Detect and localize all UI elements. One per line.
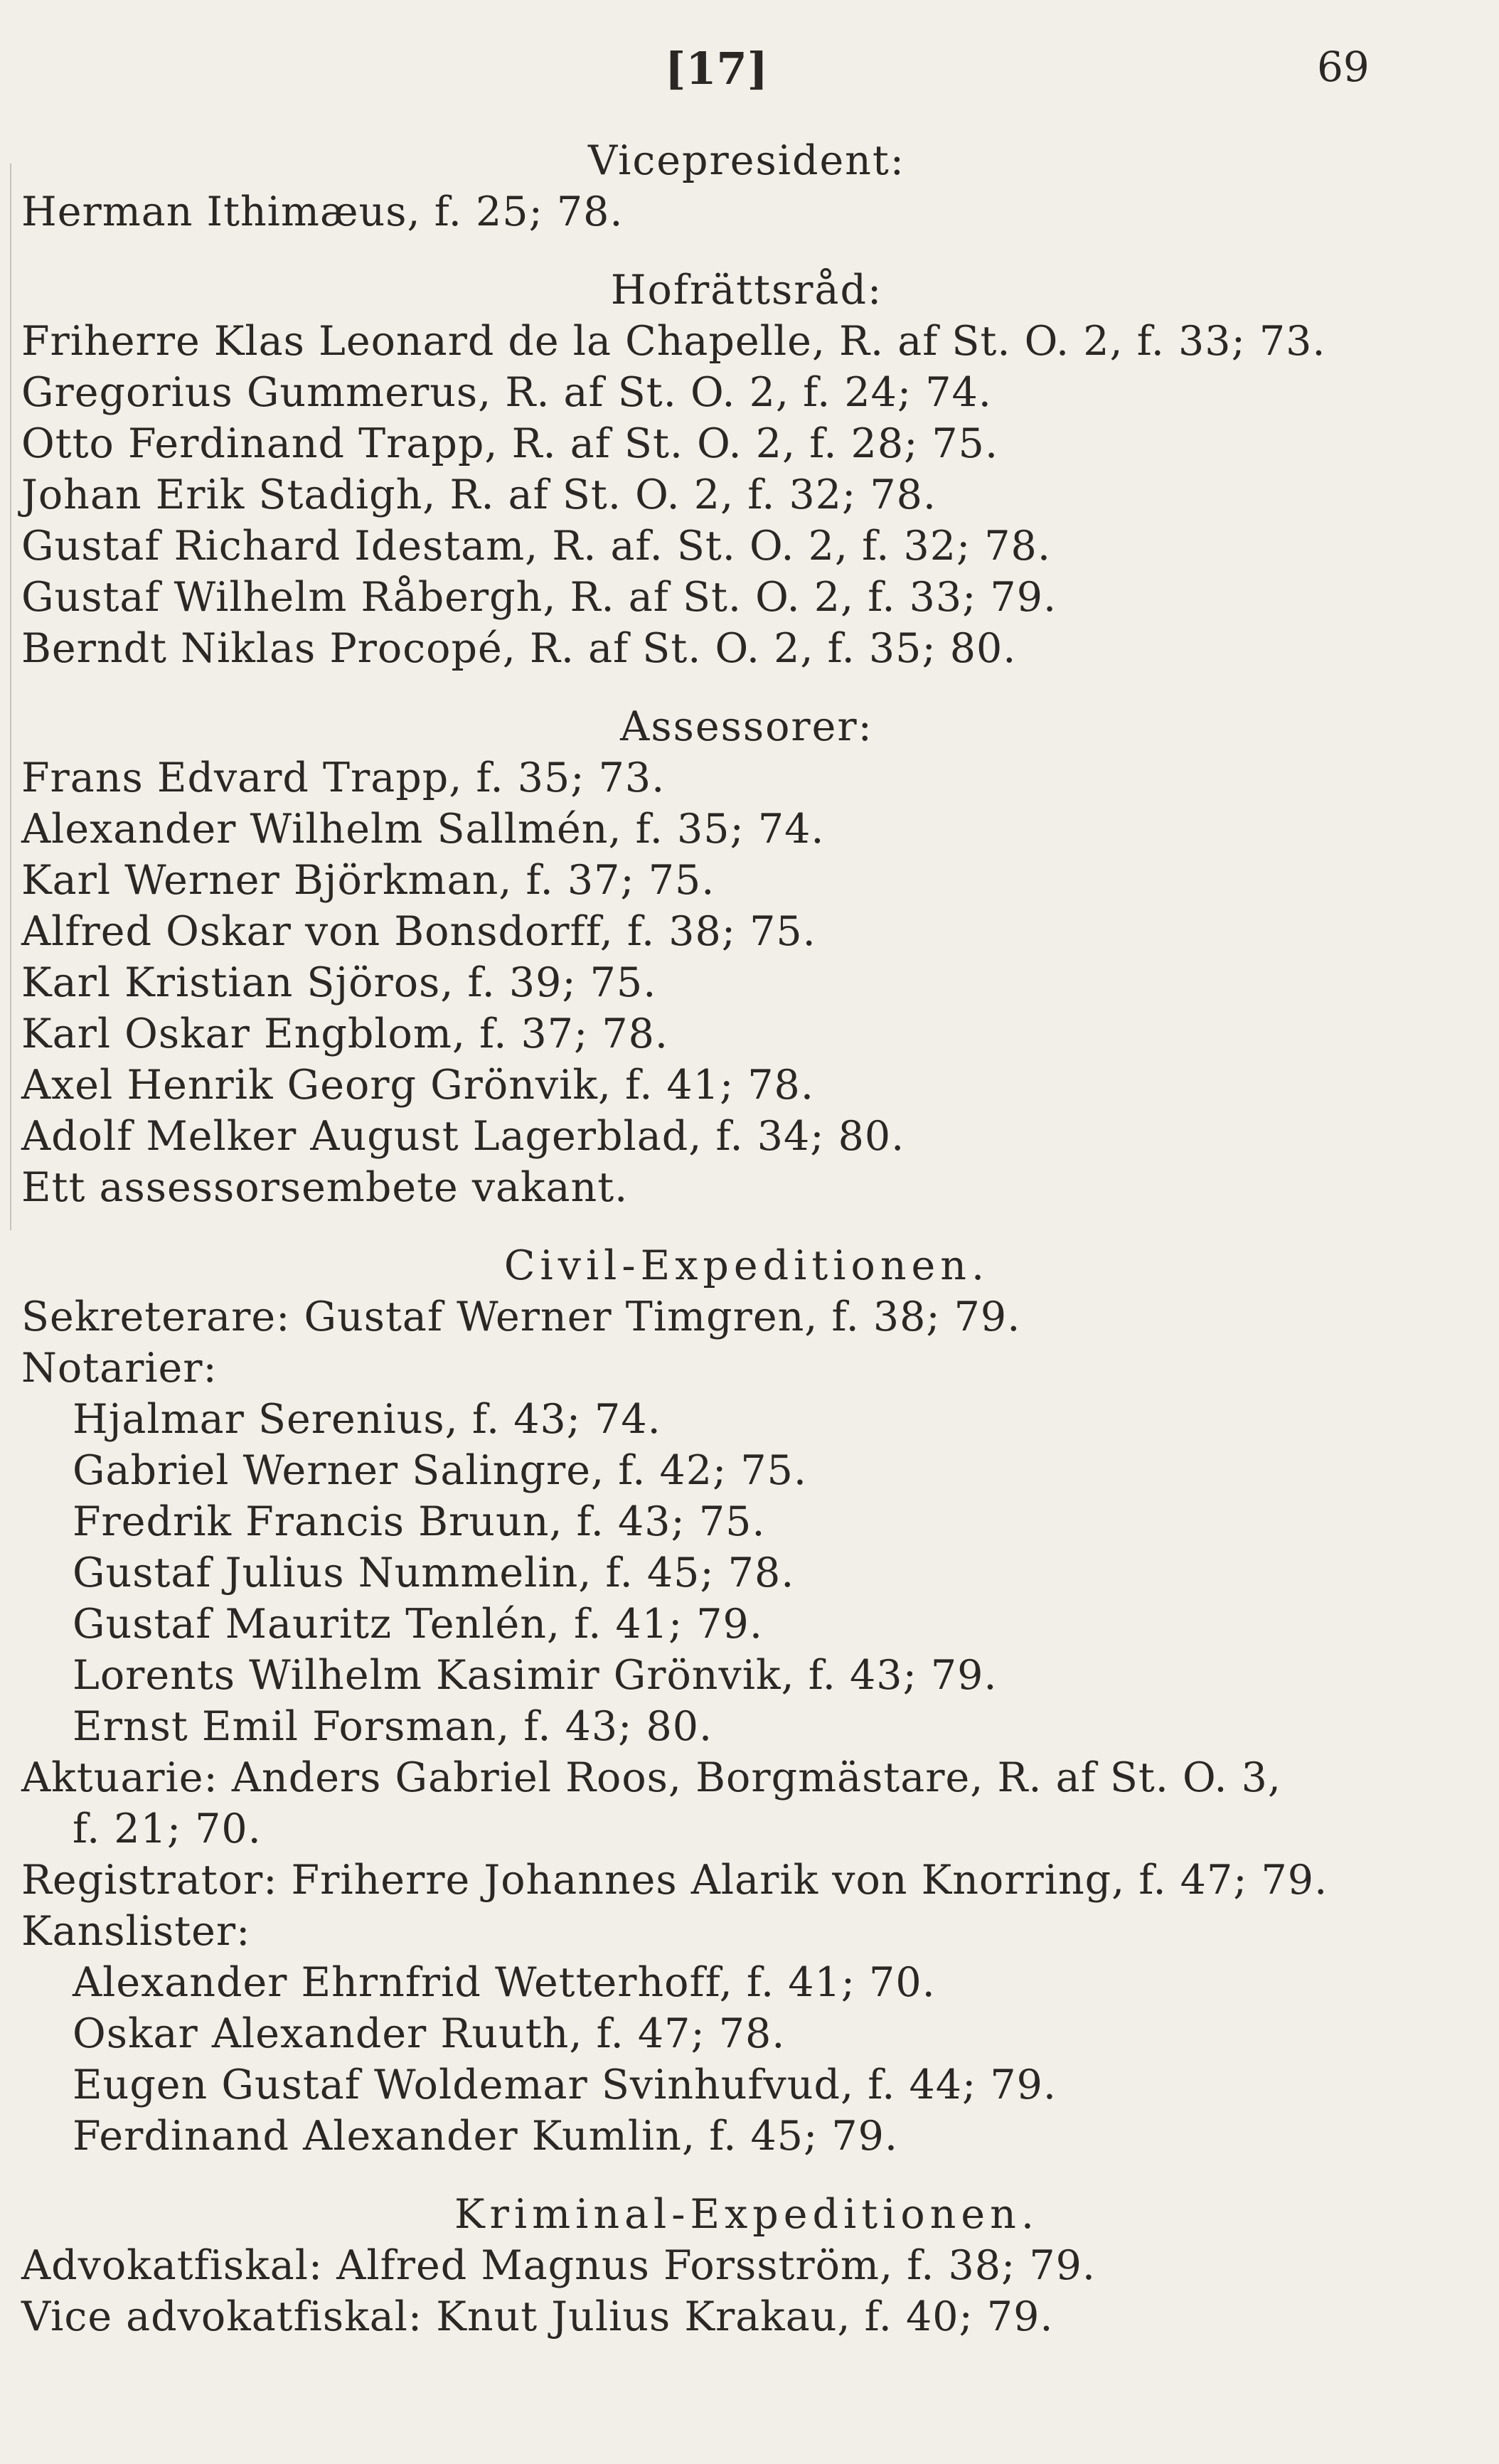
list-item: Gustaf Wilhelm Råbergh, R. af St. O. 2, f. 33; 79. xyxy=(21,574,1057,621)
section-heading: Kriminal-Expeditionen. xyxy=(454,2191,1039,2238)
list-item: Friherre Klas Leonard de la Chapelle, R. af St. O. 2, f. 33; 73. xyxy=(21,318,1326,365)
page-number: 69 xyxy=(1317,43,1370,91)
section-heading: Vicepresident: xyxy=(587,137,906,184)
list-item: Oskar Alexander Ruuth, f. 47; 78. xyxy=(73,2010,786,2057)
list-item: Gustaf Richard Idestam, R. af. St. O. 2, f. 32; 78. xyxy=(21,523,1051,570)
list-item: Herman Ithimæus, f. 25; 78. xyxy=(21,188,624,235)
list-item: Kanslister: xyxy=(21,1908,251,1955)
list-item: Alexander Wilhelm Sallmén, f. 35; 74. xyxy=(21,806,825,853)
signature-mark: [17] xyxy=(665,43,768,95)
section-hofrattsrad xyxy=(21,265,1472,674)
list-item: Ernst Emil Forsman, f. 43; 80. xyxy=(73,1703,713,1750)
page-content xyxy=(21,135,1472,2342)
list-item: Adolf Melker August Lagerblad, f. 34; 80. xyxy=(21,1113,905,1160)
section-heading: Civil-Expeditionen. xyxy=(503,1242,990,1289)
section-kriminal-expeditionen xyxy=(21,2189,1472,2342)
page-edge-shadow xyxy=(10,164,11,1230)
section-assessorer xyxy=(21,701,1472,1213)
list-item: Aktuarie: Anders Gabriel Roos, Borgmästare, R. af St. O. 3, xyxy=(21,1754,1282,1801)
list-item: Karl Werner Björkman, f. 37; 75. xyxy=(21,857,715,904)
list-item: Gabriel Werner Salingre, f. 42; 75. xyxy=(73,1447,808,1494)
section-heading: Hofrättsråd: xyxy=(610,267,883,314)
list-item: Karl Kristian Sjöros, f. 39; 75. xyxy=(21,959,657,1006)
list-item: Alexander Ehrnfrid Wetterhoff, f. 41; 70. xyxy=(73,1959,936,2006)
list-item: Gustaf Julius Nummelin, f. 45; 78. xyxy=(73,1550,795,1596)
list-item: Gustaf Mauritz Tenlén, f. 41; 79. xyxy=(73,1601,763,1648)
list-item: Sekreterare: Gustaf Werner Timgren, f. 38; 79. xyxy=(21,1294,1021,1340)
list-item: Karl Oskar Engblom, f. 37; 78. xyxy=(21,1010,668,1057)
list-item: Notarier: xyxy=(21,1345,218,1392)
list-item: Ferdinand Alexander Kumlin, f. 45; 79. xyxy=(73,2113,898,2160)
list-item: Vice advokatfiskal: Knut Julius Krakau, f. 40; 79. xyxy=(21,2293,1054,2340)
list-item: Hjalmar Serenius, f. 43; 74. xyxy=(73,1396,661,1443)
list-item: Johan Erik Stadigh, R. af St. O. 2, f. 32; 78. xyxy=(21,471,937,518)
list-item: f. 21; 70. xyxy=(73,1806,262,1852)
section-heading: Assessorer: xyxy=(620,703,873,750)
list-item: Axel Henrik Georg Grönvik, f. 41; 78. xyxy=(21,1062,814,1109)
list-item: Eugen Gustaf Woldemar Svinhufvud, f. 44; 79. xyxy=(73,2062,1057,2108)
list-item: Gregorius Gummerus, R. af St. O. 2, f. 24; 74. xyxy=(21,369,992,416)
list-item: Berndt Niklas Procopé, R. af St. O. 2, f. 35; 80. xyxy=(21,625,1017,672)
list-item: Alfred Oskar von Bonsdorff, f. 38; 75. xyxy=(21,908,816,955)
page-header xyxy=(0,43,1499,107)
list-item: Advokatfiskal: Alfred Magnus Forsström, f. 38; 79. xyxy=(21,2242,1097,2289)
section-civil-expeditionen xyxy=(21,1240,1472,2162)
list-item: Ett assessorsembete vakant. xyxy=(21,1164,629,1211)
section-vicepresident xyxy=(21,135,1472,238)
list-item: Registrator: Friherre Johannes Alarik von Knorring, f. 47; 79. xyxy=(21,1857,1328,1904)
list-item: Lorents Wilhelm Kasimir Grönvik, f. 43; 79. xyxy=(73,1652,998,1699)
list-item: Fredrik Francis Bruun, f. 43; 75. xyxy=(73,1498,766,1545)
list-item: Otto Ferdinand Trapp, R. af St. O. 2, f. 28; 75. xyxy=(21,420,999,467)
list-item: Frans Edvard Trapp, f. 35; 73. xyxy=(21,754,666,801)
